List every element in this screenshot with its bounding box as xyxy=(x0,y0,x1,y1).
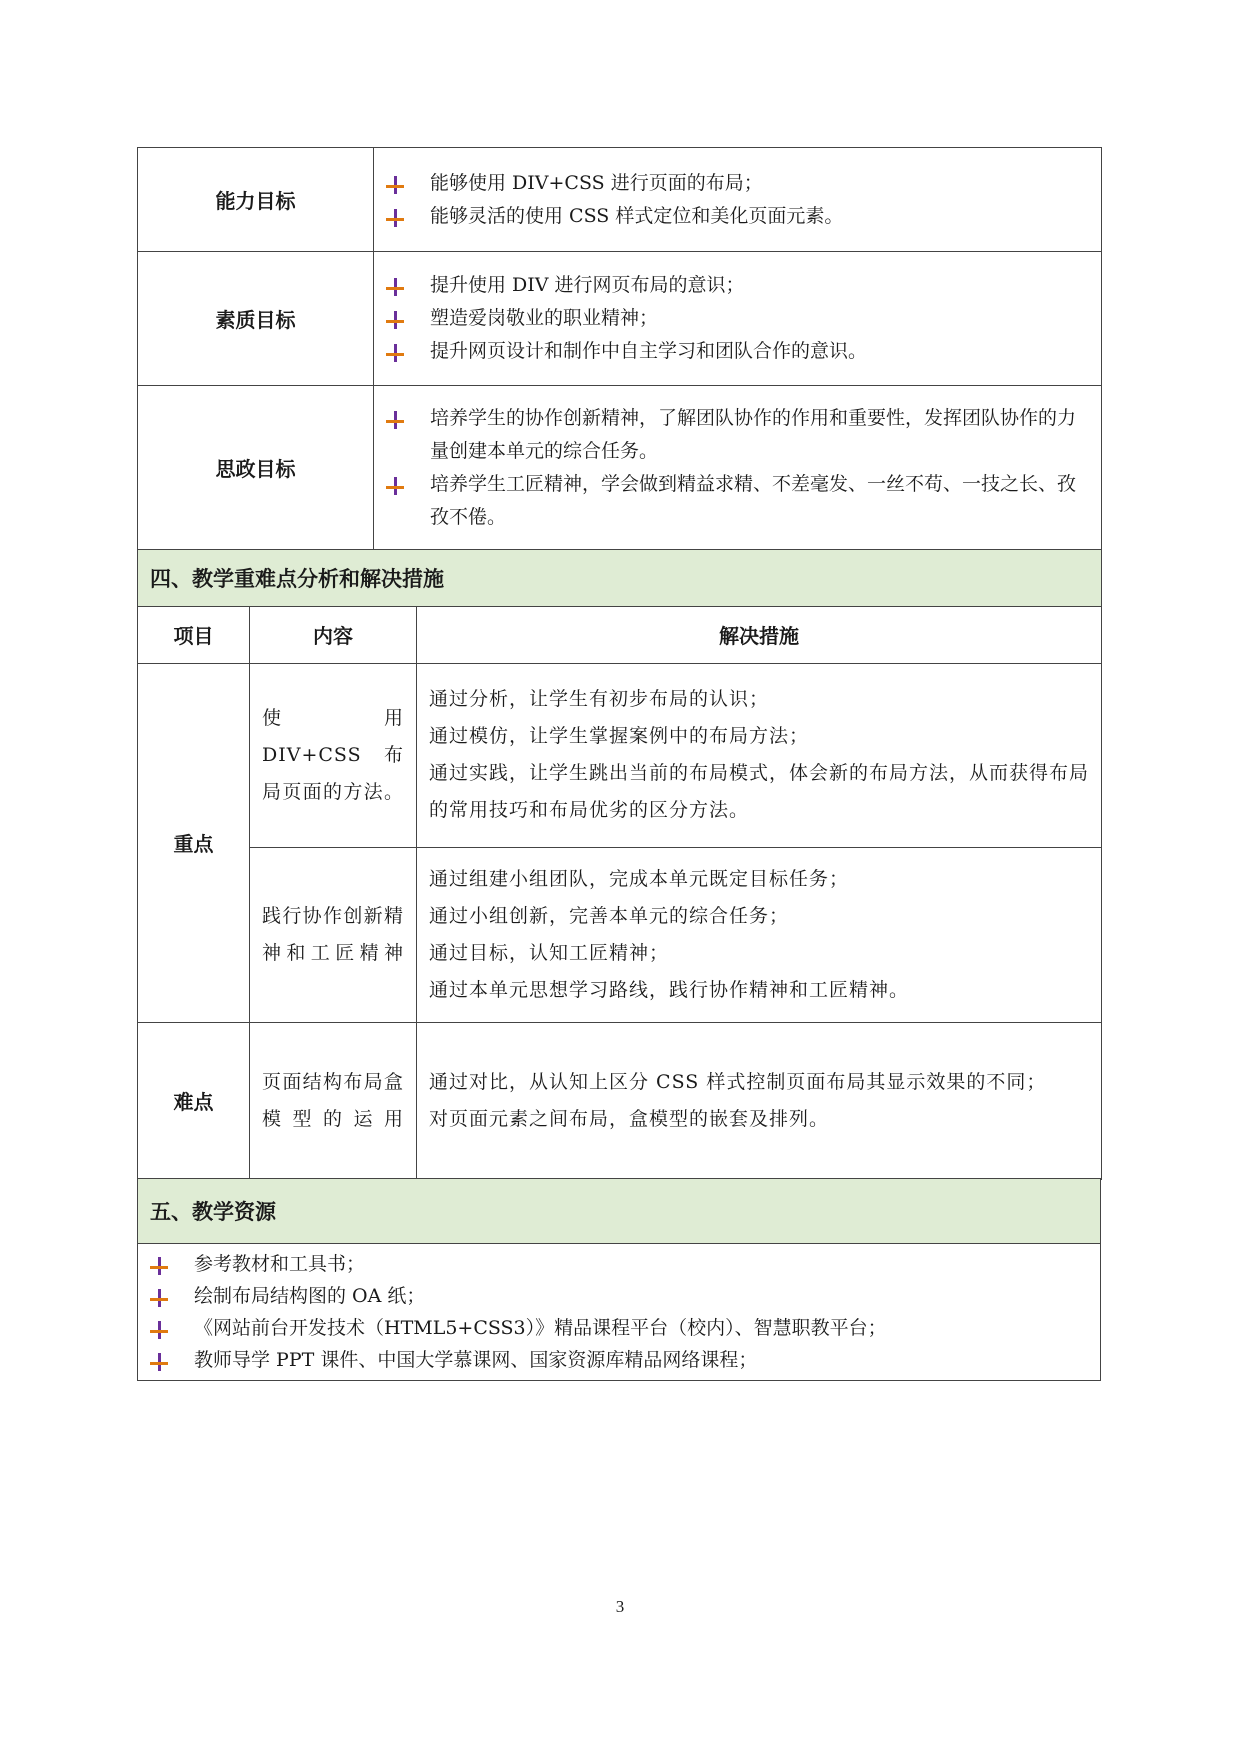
measure-line: 通过本单元思想学习路线，践行协作精神和工匠精神。 xyxy=(429,978,910,1001)
bullet-item: 培养学生工匠精神，学会做到精益求精、不差毫发、一丝不苟、一技之长、孜孜不倦。 xyxy=(384,468,1091,534)
row-label-difficult: 难点 xyxy=(138,1022,250,1179)
goal-label: 能力目标 xyxy=(138,148,374,252)
column-header-item: 项目 xyxy=(138,606,250,663)
resources-table xyxy=(137,1178,1101,1381)
measure-line: 对页面元素之间布局，盒模型的嵌套及排列。 xyxy=(429,1107,830,1130)
measures-cell xyxy=(417,1022,1102,1179)
arrow-bullet-icon xyxy=(150,1353,168,1371)
goal-items xyxy=(374,386,1102,550)
goal-row-ability xyxy=(138,148,1102,252)
content-cell: 使用 DIV+CSS 布局页面的方法。 xyxy=(250,663,417,847)
arrow-bullet-icon xyxy=(386,311,404,329)
measure-line: 通过对比，从认知上区分 CSS 样式控制页面布局其显示效果的不同； xyxy=(429,1070,1047,1093)
arrow-bullet-icon xyxy=(386,477,404,495)
goal-label: 素质目标 xyxy=(138,252,374,386)
key-difficult-table xyxy=(137,549,1102,1180)
measure-line: 通过模仿，让学生掌握案例中的布局方法； xyxy=(429,725,810,747)
content-cell: 践行协作创新精神和工匠精神 xyxy=(250,847,417,1022)
arrow-bullet-icon xyxy=(386,278,404,296)
column-header-content: 内容 xyxy=(250,606,417,663)
measure-line: 通过小组创新，完善本单元的综合任务； xyxy=(429,904,790,927)
arrow-bullet-icon xyxy=(386,176,404,194)
goal-items xyxy=(374,148,1102,252)
arrow-bullet-icon xyxy=(386,411,404,429)
table-row xyxy=(138,663,1102,847)
section-heading: 四、教学重难点分析和解决措施 xyxy=(138,549,1102,606)
bullet-item: 《网站前台开发技术（HTML5+CSS3）》精品课程平台（校内）、智慧职教平台； xyxy=(148,1312,1090,1344)
goal-items xyxy=(374,252,1102,386)
content-cell: 页面结构布局盒模型的运用 xyxy=(250,1022,417,1179)
arrow-bullet-icon xyxy=(150,1289,168,1307)
row-label-key: 重点 xyxy=(138,663,250,1022)
measure-line: 通过分析，让学生有初步布局的认识； xyxy=(429,688,770,710)
document-page xyxy=(137,147,1101,1381)
measures-cell xyxy=(417,663,1102,847)
arrow-bullet-icon xyxy=(386,344,404,362)
resource-list xyxy=(138,1244,1101,1381)
bullet-item: 提升网页设计和制作中自主学习和团队合作的意识。 xyxy=(384,335,1091,368)
bullet-item: 绘制布局结构图的 OA 纸； xyxy=(148,1280,1090,1312)
bullet-item: 提升使用 DIV 进行网页布局的意识； xyxy=(384,269,1091,302)
goal-row-ideology xyxy=(138,386,1102,550)
table-row xyxy=(138,847,1102,1022)
measures-cell xyxy=(417,847,1102,1022)
bullet-item: 教师导学 PPT 课件、中国大学慕课网、国家资源库精品网络课程； xyxy=(148,1344,1090,1376)
measure-line: 通过实践，让学生跳出当前的布局模式，体会新的布局方法，从而获得布局的常用技巧和布局优劣的区分方法。 xyxy=(429,762,1090,821)
arrow-bullet-icon xyxy=(150,1257,168,1275)
arrow-bullet-icon xyxy=(150,1321,168,1339)
section-heading: 五、教学资源 xyxy=(138,1179,1101,1244)
bullet-item: 能够使用 DIV+CSS 进行页面的布局； xyxy=(384,167,1091,200)
page-number: 3 xyxy=(615,1597,625,1616)
goal-row-quality xyxy=(138,252,1102,386)
arrow-bullet-icon xyxy=(386,209,404,227)
goal-label: 思政目标 xyxy=(138,386,374,550)
measure-line: 通过目标，认知工匠精神； xyxy=(429,941,670,964)
column-header-measures: 解决措施 xyxy=(417,606,1102,663)
bullet-item: 能够灵活的使用 CSS 样式定位和美化页面元素。 xyxy=(384,200,1091,233)
table-row xyxy=(138,1022,1102,1179)
measure-line: 通过组建小组团队，完成本单元既定目标任务； xyxy=(429,867,850,890)
bullet-item: 培养学生的协作创新精神，了解团队协作的作用和重要性，发挥团队协作的力量创建本单元的综合任务。 xyxy=(384,402,1091,468)
bullet-item: 塑造爱岗敬业的职业精神； xyxy=(384,302,1091,335)
goals-table xyxy=(137,147,1102,550)
bullet-item: 参考教材和工具书； xyxy=(148,1248,1090,1280)
header-row xyxy=(138,606,1102,663)
